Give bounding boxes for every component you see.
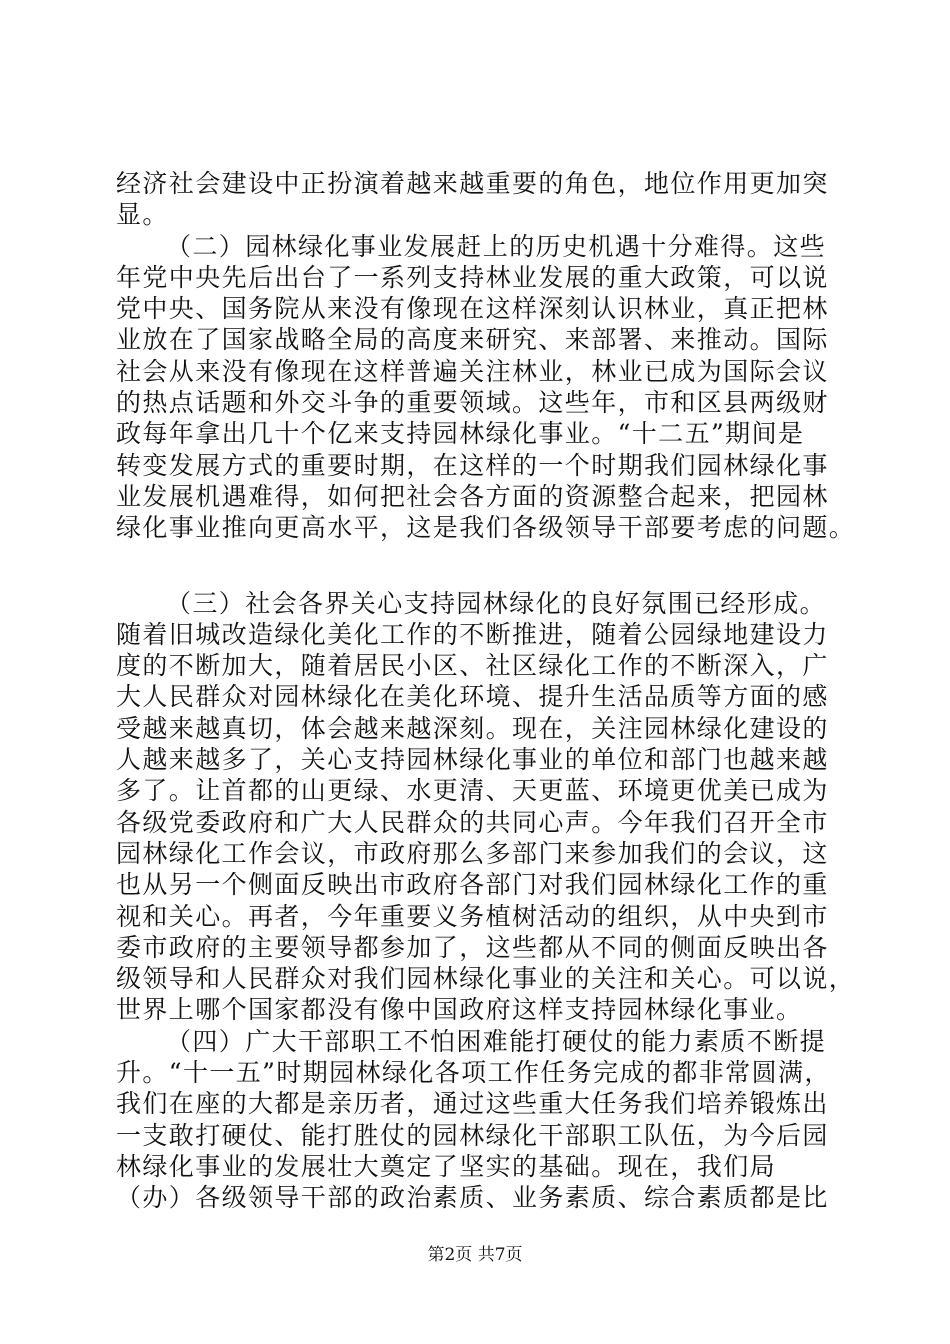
paragraph-2 bbox=[116, 231, 856, 544]
page-number-footer: 第2页 共7页 bbox=[427, 1245, 523, 1265]
text-line: 林绿化事业的发展壮大奠定了坚实的基础。现在，我们局 bbox=[116, 1151, 777, 1181]
text-line: 政每年拿出几十个亿来支持园林绿化事业。“十二五”期间是 bbox=[116, 419, 805, 449]
text-line: （四）广大干部职工不怕困难能打硬仗的能力素质不断提 bbox=[166, 1026, 827, 1056]
text-line: 度的不断加大，随着居民小区、社区绿化工作的不断深入，广 bbox=[116, 651, 829, 681]
text-line: 经济社会建设中正扮演着越来越重要的角色，地位作用更加突 bbox=[116, 169, 829, 198]
text-line: 也从另一个侧面反映出市政府各部门对我们园林绿化工作的重 bbox=[116, 870, 829, 900]
text-line: 社会从来没有像现在这样普遍关注林业，林业已成为国际会议 bbox=[116, 356, 829, 386]
paragraph-continuation bbox=[116, 168, 856, 231]
text-line: 业放在了国家战略全局的高度来研究、来部署、来推动。国际 bbox=[116, 325, 829, 355]
text-line: 升。“十一五”时期园林绿化各项工作任务完成的都非常圆满， bbox=[116, 1058, 831, 1088]
text-line: 随着旧城改造绿化美化工作的不断推进，随着公园绿地建设力 bbox=[116, 619, 829, 649]
text-line: 视和关心。再者，今年重要义务植树活动的组织，从中央到市 bbox=[116, 901, 829, 931]
paragraph-4 bbox=[116, 1026, 856, 1214]
text-line: 我们在座的大都是亲历者，通过这些重大任务我们培养锻炼出 bbox=[116, 1089, 829, 1119]
document-body bbox=[116, 168, 856, 1214]
text-line: 受越来越真切，体会越来越深刻。现在，关注园林绿化建设的 bbox=[116, 713, 829, 743]
text-line: 绿化事业推向更高水平，这是我们各级领导干部要考虑的问题。 bbox=[116, 513, 856, 543]
text-line: 各级党委政府和广大人民群众的共同心声。今年我们召开全市 bbox=[116, 807, 829, 837]
text-line: 党中央、国务院从来没有像现在这样深刻认识林业，真正把林 bbox=[116, 294, 829, 324]
text-line: （办）各级领导干部的政治素质、业务素质、综合素质都是比 bbox=[116, 1183, 829, 1213]
text-line: 园林绿化工作会议，市政府那么多部门来参加我们的会议，这 bbox=[116, 838, 829, 868]
text-line: 人越来越多了，关心支持园林绿化事业的单位和部门也越来越 bbox=[116, 745, 829, 775]
text-line: 世界上哪个国家都没有像中国政府这样支持园林绿化事业。 bbox=[116, 995, 803, 1025]
text-line: 委市政府的主要领导都参加了，这些都从不同的侧面反映出各 bbox=[116, 932, 829, 962]
text-line: 显。 bbox=[116, 200, 169, 230]
paragraph-spacer bbox=[116, 544, 856, 588]
text-line: （二）园林绿化事业发展赶上的历史机遇十分难得。这些 bbox=[166, 231, 827, 261]
text-line: 一支敢打硬仗、能打胜仗的园林绿化干部职工队伍，为今后园 bbox=[116, 1120, 829, 1150]
text-line: 转变发展方式的重要时期，在这样的一个时期我们园林绿化事 bbox=[116, 450, 829, 480]
text-line: （三）社会各界关心支持园林绿化的良好氛围已经形成。 bbox=[166, 588, 827, 618]
text-line: 级领导和人民群众对我们园林绿化事业的关注和关心。可以说， bbox=[116, 964, 856, 994]
text-line: 的热点话题和外交斗争的重要领域。这些年，市和区县两级财 bbox=[116, 388, 829, 418]
paragraph-3 bbox=[116, 588, 856, 1026]
text-line: 年党中央先后出台了一系列支持林业发展的重大政策，可以说 bbox=[116, 262, 829, 292]
text-line: 业发展机遇难得，如何把社会各方面的资源整合起来，把园林 bbox=[116, 481, 829, 511]
text-line: 多了。让首都的山更绿、水更清、天更蓝、环境更优美已成为 bbox=[116, 776, 829, 806]
text-line: 大人民群众对园林绿化在美化环境、提升生活品质等方面的感 bbox=[116, 682, 829, 712]
